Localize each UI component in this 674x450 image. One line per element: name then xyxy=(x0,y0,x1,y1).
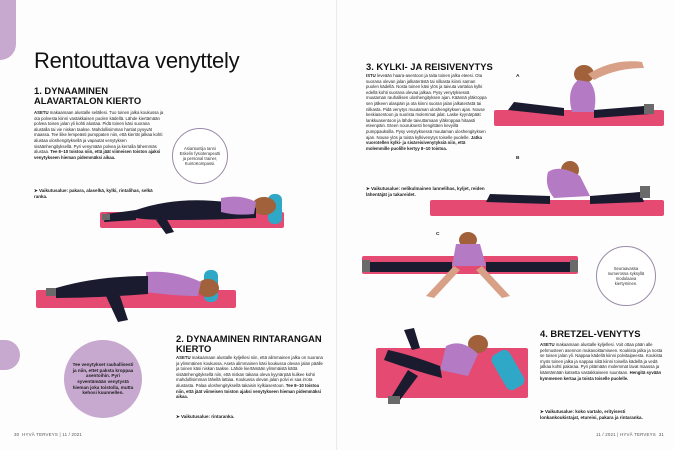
section-4-heading: 4. BRETZEL-VENYTYS xyxy=(540,328,641,339)
section-2-lead: ASETU xyxy=(176,355,191,360)
section-3-text: leveään haara-asentoon ja taita toinen jalka eteesi. Ota suorana olevan jalan jalkaterästä tai nilkasta kiinni saman puolen kädellä. Nosta toinen käsi ylös ja taivuta vartaloa kylki edellä kohti suorana olevaa jalkaa. Pysy venytyksessä muutaman rauhallisen uloshengityksen ajan. Käännä yläkroppa sen jälkeen alaspäin ja ota kiinni suoran jalan jalkaterästä tai nilkasta. Pidä venytys muutaman uloshengityksen ajan. Nouse keskiasentoon ja suorista molemmat jalat. Laske kyynärpäät lankkuasentoon ja lähde taivuttamaan yläkroppaa hitaasti eteenpäin. Eteen nouruksesti hengittäen kevyillä pumppauksilla. Pysy venytyksessä muutaman uloshengityksen ajan. Nouse ylös ja toista kylkivenytys toiselle puolelle. xyxy=(366,73,487,140)
section-3-effect: ➤ Vaikutusalue: nelikulmainen lannelihas, kyljet, reiden lähentäjät ja takareidet. xyxy=(366,186,485,197)
footer-right-magazine: HYVÄ TERVEYS xyxy=(619,432,656,437)
breathing-tip-text: Tee venytykset rauhallisesti ja niin, ettet paksta kroppaa asentoihin. Pyri syventämään venytystä hieman joka toistolla, mutta kehosi kuunnellen. xyxy=(72,362,134,396)
section-2-effect-text: Vaikutusalue: rintaranka. xyxy=(181,414,235,419)
section-4-body xyxy=(540,342,664,381)
section-3-lead: ISTU xyxy=(366,73,376,78)
footer-left-magazine: HYVÄ TERVEYS xyxy=(22,432,59,437)
person-figure xyxy=(96,180,286,242)
purple-corner-tab xyxy=(0,0,16,60)
footer-right-issue: 11 / 2021 xyxy=(596,432,616,437)
section-4-text: makaamaan alustalle kyljellesi. Voit ottaa pään alle pehmusteen asennon mukavoittamiseen. Koukista jalka ja nosta se toisen jalan yli. Nappaa kädellä kiinni polvitaipeesta. Koukista myös toinen jalka ja nappaa siitä kiinni toisella kädellä ja vedä jalkaa kohti pakaraa. Pyri pitämään molemmat lavat maassa ja kääntämään katsetta vastakkaiseen suuntaan. xyxy=(540,342,663,375)
section-2-body xyxy=(176,355,326,400)
footer-left: 30 HYVÄ TERVEYS | 11 / 2021 xyxy=(14,432,83,437)
expert-callout xyxy=(172,128,228,184)
person-figure xyxy=(356,232,584,304)
section-2-bold: Tee 8–10 toistoa niin, että jäät viimeisen toiston ajaksi venytykseen hieman pidemmäksi aikaa. xyxy=(176,382,321,400)
next-issue-text: Seuraavassa numerossa syksyllä modulaava kiertyminen. xyxy=(607,265,645,287)
section-4-effect: ➤ Vaikutusalue: koko vartalo, erityisesti lonkankoukistajat, etureisi, pakara ja rintaranka. xyxy=(540,409,643,420)
photo-side-stretch-a xyxy=(494,40,664,140)
person-figure xyxy=(36,262,236,332)
person-figure xyxy=(430,150,664,220)
photo-label-b: B xyxy=(516,156,520,161)
section-2-text: makaamaan alustalle kyljellesi niin, että alimmainen jalka on suorana ja ylimmäinen koukussa. Aseta alimmainen käsi koukussa olevan jalan päälle ja toinen käsi niskan taakse. Lähde kiertämään ylimmäistä kättä sisäänhengityksellä niin, että niskan takana oleva kyynärpää kulkee kohti mahdollisimman lähellä lattiaa. Koukussa olevan jalan polvi ei saa irrota alustasta. Palaa uloshengityksellä takaisin kylkiasentoon. xyxy=(176,355,323,388)
breathing-tip-callout xyxy=(64,340,142,418)
footer-left-issue: 11 / 2021 xyxy=(62,432,83,437)
section-3-body xyxy=(366,73,488,151)
photo-label-a: A xyxy=(516,74,520,79)
section-1-bold: Tee 8–10 toistoa niin, että jäät viimeisen toiston ajaksi venytykseen hieman pidemmäksi aikaa. xyxy=(34,149,161,160)
expert-callout-text: Asiantuntija Ianni Eskelin fysioterapeutti ja personal trainer, KuntoKompassi. xyxy=(179,145,221,167)
section-2-heading: 2. DYNAAMINEN RINTARANGAN KIERTO xyxy=(176,333,322,354)
article-title: Rentouttava venyttely xyxy=(34,48,240,73)
section-3-effect-text: Vaikutusalue: nelikulmainen lannelihas, kyljet, reiden lähentäjät ja takareidet. xyxy=(366,186,485,197)
photo-bretzel-stretch xyxy=(348,310,528,410)
section-4-lead: ASETU xyxy=(540,342,555,347)
footer-right-page: 31 xyxy=(658,432,665,437)
page-spine xyxy=(336,0,338,450)
photo-label-c: C xyxy=(436,232,440,237)
section-4-bold: Hengitä syvään kymmenen kertaa ja toista toiselle puolelle. xyxy=(540,369,662,381)
photo-side-stretch-c xyxy=(356,232,584,304)
section-4-effect-text: Vaikutusalue: koko vartalo, erityisesti lonkankoukistajat, etureisi, pakara ja rintaranka. xyxy=(540,409,643,420)
person-figure xyxy=(348,310,528,410)
photo-side-stretch-b xyxy=(430,150,664,220)
section-1-effect-text: Vaikutusalue: pakara, alaselkä, kylki, rintalihas, selkä ranka. xyxy=(34,188,153,199)
section-3-bold: Jatka vuorotellen kylki- ja sisäreisivenytyksiä niin, että molemmille puolille kertyy 8–10 toistoa. xyxy=(366,134,482,151)
next-issue-callout xyxy=(596,246,656,306)
section-2-effect: ➤ Vaikutusalue: rintaranka. xyxy=(176,414,235,419)
section-1-text: makaamaan alustalle selällesi. Tuo toinen jalka koukussa ja ota polvesta kiinni vastakkaisen puolen kädellä. Lähde kiertämään polvea toisen jalan yli kohti alustaa. Pidä toinen käsi suorana alustalla tai vie niskan taakse. Mahdollisimman hartiat pysyvät maassa. Tee liike lempeästi pumppaten niin, että kierrät jalkaa kohti alustaa uloshengityksellä ja vapautat venytyksen sisäänhengityksellä. Pyri venymään polvea ja kerralla lähemmäs alustaa. xyxy=(34,110,164,155)
photo-lower-back-twist-2 xyxy=(36,262,236,332)
section-1-lead: ASETU xyxy=(34,110,49,115)
section-1-heading: 1. DYNAAMINEN ALAVARTALON KIERTO xyxy=(34,85,142,106)
section-3-heading: 3. KYLKI- JA REISIVENYTYS xyxy=(366,61,493,72)
section-1-effect: ➤ Vaikutusalue: pakara, alaselkä, kylki, rintalihas, selkä ranka. xyxy=(34,188,153,199)
section-1-body xyxy=(34,110,164,160)
footer-left-page: 30 xyxy=(14,432,20,437)
person-figure xyxy=(494,40,664,140)
photo-lower-back-twist-1 xyxy=(96,180,286,242)
footer-right: 11 / 2021 | HYVÄ TERVEYS 31 xyxy=(596,432,665,437)
